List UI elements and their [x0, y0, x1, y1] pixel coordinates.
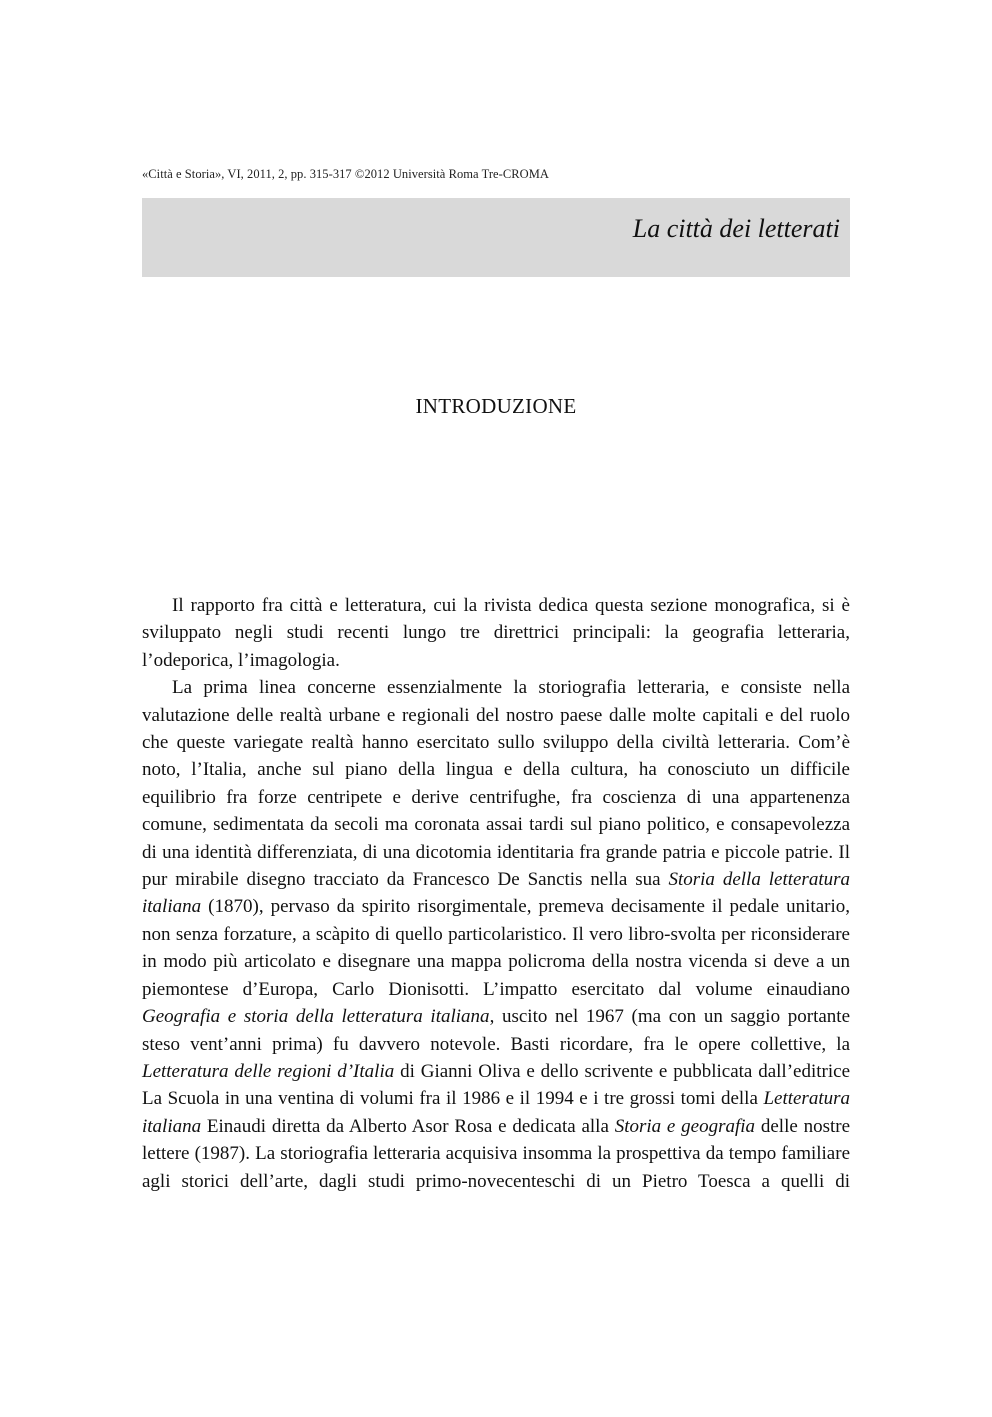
article-body	[142, 592, 850, 1195]
journal-citation: «Città e Storia», VI, 2011, 2, pp. 315-317 ©2012 Università Roma Tre-CROMA	[142, 167, 549, 181]
section-title: La città dei letterati	[632, 214, 840, 243]
section-banner	[142, 198, 850, 277]
paragraph-text: Einaudi diretta da Alberto Asor Rosa e dedicata alla	[201, 1115, 615, 1137]
paragraph-text: di Gianni Oliva e dello scrivente e pubblicata dall’editrice La Scuola in una ventina di volumi fra il 1986 e il 1994 e i tre grossi tomi della	[142, 1060, 850, 1110]
italic-title-text: Geografia e storia della letteratura italiana	[142, 1006, 490, 1028]
paragraph-text: (1870), pervaso da spirito risorgimentale, premeva decisamente il pedale unitario, non senza forzature, a scàpito di quello particolaristico. Il vero libro-svolta per riconsiderare in modo più articolato e disegnare una mappa policroma della nostra vicenda si deve a un piemontese d’Europa, Carlo Dionisotti. L’impatto esercitato dal volume einaudiano	[142, 896, 850, 1000]
italic-title-text: Storia della letteratura italiana	[142, 869, 850, 918]
article-title: INTRODUZIONE	[415, 394, 577, 418]
italic-title-text: Letteratura italiana	[142, 1088, 850, 1137]
italic-title-text: Letteratura delle regioni d’Italia	[142, 1060, 395, 1082]
paragraph	[142, 592, 850, 674]
paragraph	[142, 674, 850, 1195]
italic-title-text: Storia e geografia	[614, 1115, 756, 1137]
paragraph-text: La prima linea concerne essenzialmente la storiografia letteraria, e consiste nella valutazione delle realtà urbane e regionali del nostro paese dalle molte capitali e del ruolo che queste variegate realtà hanno esercitato sullo sviluppo della civiltà letteraria. Com’è noto, l’Italia, anche sul piano della lingua e della cultura, ha conosciuto un difficile equilibrio fra forze centripete e derive centrifughe, fra coscienza di una appartenenza comune, sedimentata da secoli ma coronata assai tardi sul piano politico, e consapevolezza di una identità differenziata, di una dicotomia identitaria fra grande patria e piccole patrie. Il pur mirabile disegno tracciato da Francesco De Sanctis nella sua	[142, 677, 850, 891]
paragraph-text: , uscito nel 1967 (ma con un saggio portante steso vent’anni prima) fu davvero notevole. Basti ricordare, fra le opere collettive, la	[142, 1006, 850, 1055]
paragraph-text: Il rapporto fra città e letteratura, cui la rivista dedica questa sezione monografica, si è sviluppato negli studi recenti lungo tre direttrici principali: la geografia letteraria, l’odeporica, l’imagologia.	[142, 595, 850, 671]
paragraph-text: delle nostre lettere (1987). La storiografia letteraria acquisiva insomma la prospettiva da tempo familiare agli storici dell’arte, dagli studi primo-novecenteschi di un Pietro Toesca a quelli di	[142, 1115, 851, 1192]
